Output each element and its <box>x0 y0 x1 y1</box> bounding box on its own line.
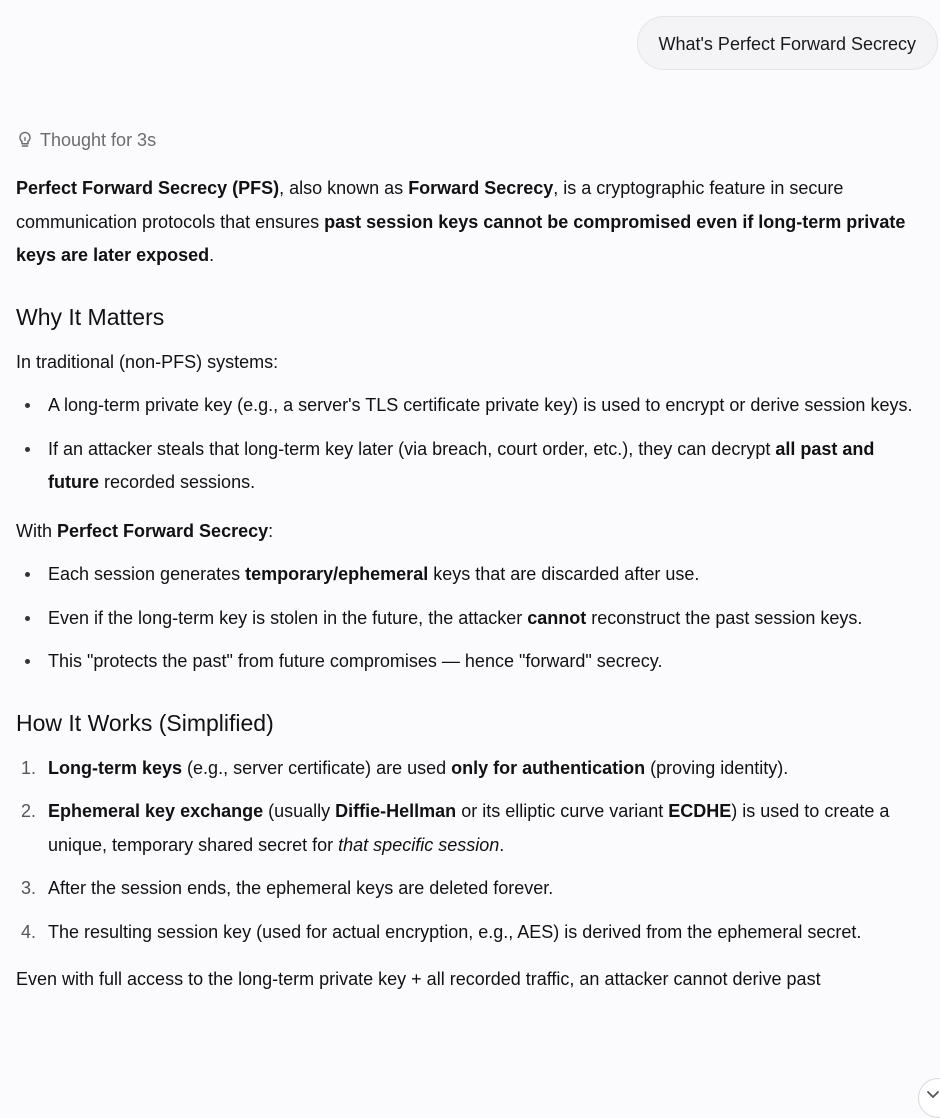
list-item-bold: all past and future <box>48 438 875 492</box>
step-text: ) is used to create a unique, temporary shared secret for <box>48 801 890 855</box>
traditional-list <box>16 389 921 500</box>
step-bold: Diffie-Hellman <box>335 801 457 821</box>
thought-label: Thought for 3s <box>40 130 157 150</box>
user-message-bubble <box>637 16 938 70</box>
list-item <box>16 645 921 679</box>
chevron-down-icon <box>925 1089 940 1101</box>
scroll-to-bottom-button[interactable] <box>918 1078 940 1118</box>
step-bold: ECDHE <box>668 801 732 821</box>
step-bold: only for authentication <box>451 757 646 778</box>
list-item-text: This "protects the past" from future compromises — hence "forward" secrecy. <box>48 651 663 671</box>
assistant-answer <box>16 172 921 997</box>
thought-toggle[interactable] <box>16 128 156 152</box>
step-number: 4. <box>21 921 37 942</box>
step-text: . <box>499 834 505 855</box>
list-item <box>16 389 921 423</box>
list-item <box>16 602 921 636</box>
step-number: 1. <box>21 757 37 778</box>
how-heading: How It Works (Simplified) <box>16 709 274 736</box>
list-item-text: A long-term private key (e.g., a server's TLS certificate private key) is used to encrypt or derive session keys. <box>48 395 913 415</box>
intro-text: , also known as <box>279 178 409 198</box>
why-heading: Why It Matters <box>16 303 165 330</box>
closing-paragraph: Even with full access to the long-term private key + all recorded traffic, an attacker cannot derive past <box>16 969 821 989</box>
list-item-text: Each session generates <box>48 564 246 584</box>
list-item <box>16 752 921 786</box>
list-item-text: reconstruct the past session keys. <box>586 607 863 628</box>
step-text: (usually <box>263 801 336 821</box>
list-item-bold: cannot <box>527 607 587 628</box>
lead-bold: Perfect Forward Secrecy <box>57 520 269 541</box>
list-item <box>16 433 921 500</box>
intro-text: , is a cryptographic feature in secure communication protocols that ensures <box>16 178 844 232</box>
step-text: (proving identity). <box>645 757 789 778</box>
step-text: (e.g., server certificate) are used <box>182 757 452 778</box>
user-message-text: What's Perfect Forward Secrecy <box>658 34 916 54</box>
how-steps-list <box>16 752 921 950</box>
intro-bold-fs: Forward Secrecy <box>408 178 554 198</box>
list-item-bold: temporary/ephemeral <box>245 564 429 584</box>
list-item-text: keys that are discarded after use. <box>428 564 700 584</box>
intro-bold-pfs: Perfect Forward Secrecy (PFS) <box>16 178 280 198</box>
intro-paragraph <box>16 172 921 273</box>
lead-text: With <box>16 520 58 541</box>
list-item-text: Even if the long-term key is stolen in the future, the attacker <box>48 607 528 628</box>
step-bold: Long-term keys <box>48 757 183 778</box>
lightbulb-icon <box>16 130 34 150</box>
step-number: 3. <box>21 878 37 898</box>
list-item-text: recorded sessions. <box>99 472 256 492</box>
list-item <box>16 558 921 592</box>
list-item <box>16 795 921 862</box>
step-text: After the session ends, the ephemeral keys are deleted forever. <box>48 878 554 898</box>
step-number: 2. <box>21 801 37 821</box>
traditional-lead: In traditional (non-PFS) systems: <box>16 351 279 372</box>
step-text: or its elliptic curve variant <box>456 801 669 821</box>
intro-text: . <box>209 245 215 265</box>
pfs-list <box>16 558 921 679</box>
list-item <box>16 872 921 906</box>
step-bold: Ephemeral key exchange <box>48 801 264 821</box>
with-pfs-lead <box>16 515 921 549</box>
list-item <box>16 916 921 950</box>
step-italic: that specific session <box>338 834 500 855</box>
step-text: The resulting session key (used for actual encryption, e.g., AES) is derived from the ephemeral secret. <box>48 921 862 942</box>
list-item-text: If an attacker steals that long-term key later (via breach, court order, etc.), they can decrypt <box>48 438 776 459</box>
intro-bold-claim: past session keys cannot be compromised even if long-term private keys are later exposed <box>16 211 906 265</box>
lead-text: : <box>268 520 274 541</box>
